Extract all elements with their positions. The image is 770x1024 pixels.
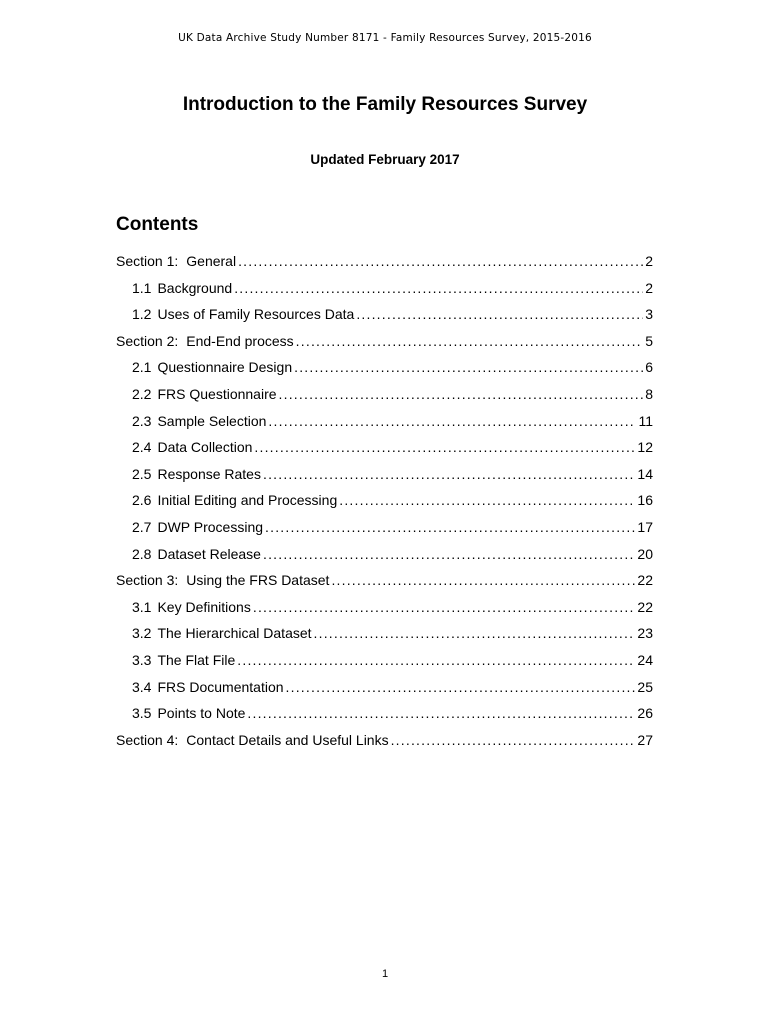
toc-entry-number: 3.4: [132, 678, 152, 695]
toc-leader-dots: [247, 704, 635, 722]
toc-section-entry[interactable]: [116, 571, 653, 598]
toc-entry-number: 2.3: [132, 412, 152, 429]
toc-entry-label: End-End process: [186, 332, 294, 349]
toc-entry-page: 23: [637, 625, 653, 642]
toc-subsection-entry[interactable]: [116, 438, 653, 465]
toc-entry-label: General: [186, 253, 237, 269]
toc-subsection-entry[interactable]: [116, 385, 653, 412]
toc-entry-page: 22: [637, 572, 653, 589]
toc-entry-page: 26: [637, 705, 653, 722]
toc-entry-label: Initial Editing and Processing: [157, 492, 338, 509]
toc-entry-number: 2.1: [132, 359, 152, 376]
toc-leader-dots: [339, 491, 635, 509]
toc-leader-dots: [237, 651, 635, 669]
toc-subsection-entry[interactable]: [116, 279, 653, 306]
toc-entry-page: 16: [637, 492, 653, 509]
toc-subsection-entry[interactable]: [116, 305, 653, 332]
toc-subsection-entry[interactable]: [116, 412, 653, 439]
toc-subsection-entry[interactable]: [116, 465, 653, 492]
toc-subsection-entry[interactable]: [116, 678, 653, 705]
page-number: 1: [381, 968, 389, 980]
toc-entry-page: 24: [637, 651, 653, 668]
toc-entry-label: Response Rates: [157, 465, 261, 482]
toc-subsection-entry[interactable]: [116, 598, 653, 625]
toc-entry-page: 8: [645, 385, 653, 402]
toc-entry-page: 11: [638, 412, 653, 429]
toc-entry-page: 2: [645, 279, 653, 296]
toc-section-entry[interactable]: [116, 332, 653, 359]
toc-entry-label: The Flat File: [157, 651, 236, 668]
toc-leader-dots: [254, 438, 635, 456]
toc-leader-dots: [234, 279, 643, 297]
toc-subsection-entry[interactable]: [116, 518, 653, 545]
document-subtitle: Updated February 2017: [310, 152, 460, 167]
contents-heading: Contents: [116, 214, 199, 235]
toc-leader-dots: [286, 678, 636, 696]
toc-subsection-entry[interactable]: [116, 545, 653, 572]
toc-entry-number: 3.3: [132, 651, 152, 668]
toc-entry-page: 27: [637, 731, 653, 748]
document-title: Introduction to the Family Resources Survey: [182, 94, 588, 115]
toc-leader-dots: [314, 624, 636, 642]
toc-entry-page: 3: [645, 306, 653, 323]
toc-leader-dots: [296, 332, 644, 350]
toc-entry-page: 17: [637, 518, 653, 535]
toc-leader-dots: [265, 518, 635, 536]
toc-entry-label: Sample Selection: [157, 412, 267, 429]
toc-entry-number: 2.8: [132, 545, 152, 562]
toc-section-entry[interactable]: [116, 731, 653, 758]
toc-entry-number: 3.2: [132, 625, 152, 642]
toc-entry-page: 25: [637, 678, 653, 695]
toc-entry-page: 14: [637, 465, 653, 482]
toc-leader-dots: [268, 412, 636, 430]
toc-entry-label: FRS Questionnaire: [157, 385, 277, 402]
toc-subsection-entry[interactable]: [116, 624, 653, 651]
toc-entry-number: Section 1:: [116, 253, 179, 269]
toc-entry-label: Uses of Family Resources Data: [157, 306, 355, 323]
toc-entry-number: 2.5: [132, 465, 152, 482]
toc-entry-label: Using the FRS Dataset: [186, 572, 330, 589]
toc-leader-dots: [238, 252, 643, 270]
toc-entry-label: DWP Processing: [157, 518, 264, 535]
toc-entry-page: 2: [645, 253, 653, 269]
toc-entry-page: 12: [637, 439, 653, 456]
table-of-contents: [116, 252, 653, 757]
toc-leader-dots: [263, 545, 635, 563]
toc-entry-number: Section 3:: [116, 572, 179, 589]
toc-subsection-entry[interactable]: [116, 358, 653, 385]
toc-section-entry[interactable]: [116, 252, 653, 279]
running-header: UK Data Archive Study Number 8171 - Family Resources Survey, 2015-2016: [178, 32, 592, 44]
toc-subsection-entry[interactable]: [116, 704, 653, 731]
toc-entry-number: 2.6: [132, 492, 152, 509]
toc-entry-number: 2.2: [132, 385, 152, 402]
toc-entry-number: 1.1: [132, 279, 152, 296]
toc-subsection-entry[interactable]: [116, 651, 653, 678]
toc-entry-number: 3.5: [132, 705, 152, 722]
toc-entry-label: The Hierarchical Dataset: [157, 625, 312, 642]
toc-entry-label: Background: [157, 279, 233, 296]
toc-leader-dots: [279, 385, 644, 403]
toc-leader-dots: [356, 305, 643, 323]
toc-entry-page: 20: [637, 545, 653, 562]
toc-entry-number: Section 2:: [116, 332, 179, 349]
toc-leader-dots: [331, 571, 635, 589]
toc-entry-page: 6: [645, 359, 653, 376]
toc-entry-number: Section 4:: [116, 731, 179, 748]
toc-entry-page: 5: [645, 332, 653, 349]
toc-leader-dots: [294, 358, 643, 376]
toc-leader-dots: [253, 598, 636, 616]
toc-entry-label: Dataset Release: [157, 545, 261, 562]
toc-entry-label: Data Collection: [157, 439, 253, 456]
toc-entry-number: 2.7: [132, 518, 152, 535]
toc-entry-label: Questionnaire Design: [157, 359, 293, 376]
toc-leader-dots: [263, 465, 635, 483]
toc-entry-label: Contact Details and Useful Links: [186, 731, 389, 748]
toc-entry-label: FRS Documentation: [157, 678, 284, 695]
toc-entry-page: 22: [637, 598, 653, 615]
toc-leader-dots: [391, 731, 636, 749]
toc-subsection-entry[interactable]: [116, 491, 653, 518]
toc-entry-number: 2.4: [132, 439, 152, 456]
toc-entry-number: 3.1: [132, 598, 152, 615]
toc-entry-label: Points to Note: [157, 705, 246, 722]
toc-entry-number: 1.2: [132, 306, 152, 323]
toc-entry-label: Key Definitions: [157, 598, 251, 615]
